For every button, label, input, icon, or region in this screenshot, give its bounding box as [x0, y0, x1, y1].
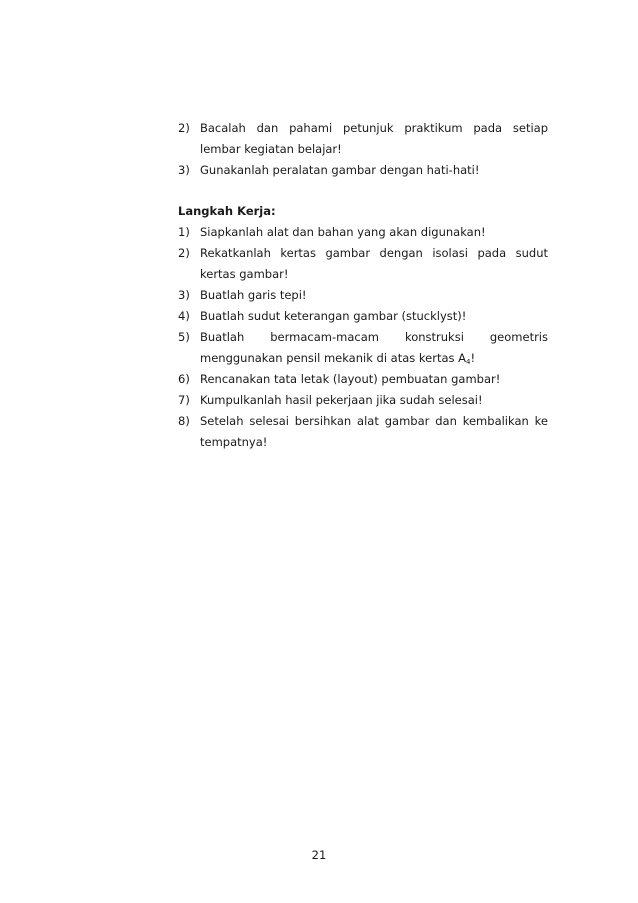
step-text: Setelah selesai bersihkan alat gambar dan kembalikan ke tempatnya! [200, 414, 548, 449]
step-text [200, 327, 548, 369]
step-text-main: Buatlah bermacam-macam konstruksi geometris menggunakan pensil mekanik di atas kertas A [200, 330, 548, 365]
step-text: Buatlah garis tepi! [200, 288, 307, 302]
step-text: Rekatkanlah kertas gambar dengan isolasi pada sudut kertas gambar! [200, 246, 548, 281]
step-text-end: ! [470, 351, 476, 365]
step-text: Buatlah sudut keterangan gambar (stucklyst)! [200, 309, 467, 323]
step-item [178, 285, 548, 306]
page-content [178, 118, 548, 453]
instruction-list [178, 118, 548, 181]
step-item [178, 390, 548, 411]
step-number: 1) [178, 225, 190, 239]
list-text: Gunakanlah peralatan gambar dengan hati-hati! [200, 163, 480, 177]
steps-list [178, 222, 548, 453]
list-item [178, 160, 548, 181]
step-number: 5) [178, 330, 190, 344]
list-number: 2) [178, 121, 190, 135]
step-number: 7) [178, 393, 190, 407]
step-item [178, 411, 548, 453]
step-text: Siapkanlah alat dan bahan yang akan digunakan! [200, 225, 486, 239]
list-item [178, 118, 548, 160]
step-item [178, 243, 548, 285]
step-text: Rencanakan tata letak (layout) pembuatan gambar! [200, 372, 501, 386]
step-number: 8) [178, 414, 190, 428]
page-number: 21 [311, 848, 327, 862]
step-item [178, 327, 548, 369]
paper-size-subscript: 4 [466, 358, 471, 366]
list-number: 3) [178, 163, 190, 177]
list-text: Bacalah dan pahami petunjuk praktikum pada setiap lembar kegiatan belajar! [200, 121, 548, 156]
step-number: 6) [178, 372, 190, 386]
step-text: Kumpulkanlah hasil pekerjaan jika sudah selesai! [200, 393, 483, 407]
step-number: 3) [178, 288, 190, 302]
step-number: 2) [178, 246, 190, 260]
step-item [178, 306, 548, 327]
section-heading: Langkah Kerja: [178, 204, 276, 218]
step-number: 4) [178, 309, 190, 323]
step-item [178, 369, 548, 390]
step-item [178, 222, 548, 243]
